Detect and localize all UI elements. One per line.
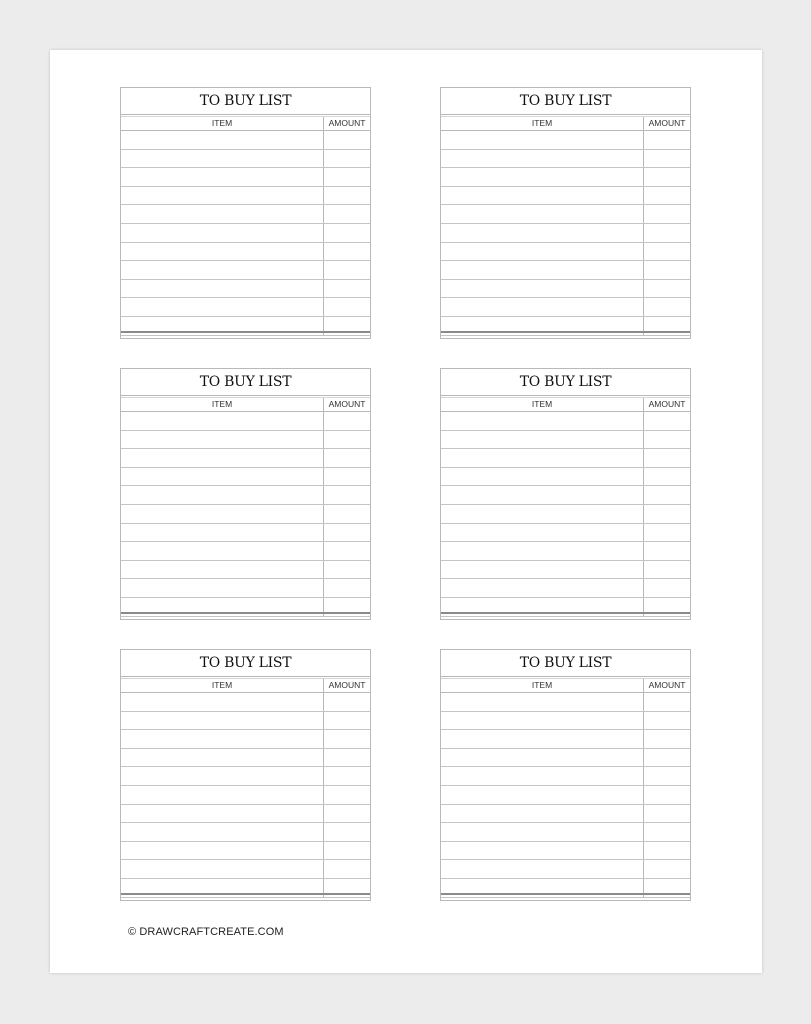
item-column-header: ITEM: [121, 679, 324, 692]
amount-column-header: AMOUNT: [328, 399, 366, 409]
list-row: [441, 730, 690, 749]
amount-cell[interactable]: [324, 786, 370, 804]
amount-cell[interactable]: [644, 542, 690, 560]
item-cell[interactable]: [441, 786, 644, 804]
list-row: [441, 767, 690, 786]
item-cell[interactable]: [441, 261, 644, 279]
amount-cell[interactable]: [644, 412, 690, 430]
item-cell[interactable]: [121, 431, 324, 449]
list-row: [121, 449, 370, 468]
list-row: [121, 805, 370, 824]
amount-column-header: AMOUNT: [648, 680, 686, 690]
list-row: [121, 712, 370, 731]
list-row: [121, 261, 370, 280]
list-row: [441, 505, 690, 524]
list-row: [441, 150, 690, 169]
list-row: [441, 712, 690, 731]
list-row: [121, 150, 370, 169]
amount-cell[interactable]: [644, 805, 690, 823]
item-cell[interactable]: [441, 579, 644, 597]
amount-column-header: AMOUNT: [648, 118, 686, 128]
list-row: [441, 786, 690, 805]
item-cell[interactable]: [441, 280, 644, 298]
item-column-header: ITEM: [441, 398, 644, 411]
item-cell[interactable]: [121, 860, 324, 878]
item-cell[interactable]: [121, 449, 324, 467]
amount-cell[interactable]: [324, 449, 370, 467]
amount-cell[interactable]: [644, 150, 690, 168]
to-buy-list-card: [440, 649, 691, 901]
amount-cell[interactable]: [644, 431, 690, 449]
printable-page: [50, 50, 762, 973]
column-header-row: [121, 678, 370, 693]
amount-cell[interactable]: [324, 842, 370, 860]
list-row: [441, 468, 690, 487]
card-title: TO BUY LIST: [441, 369, 690, 396]
item-cell[interactable]: [441, 224, 644, 242]
card-footer-rule: [441, 893, 690, 900]
card-title: TO BUY LIST: [441, 88, 690, 115]
list-row: [441, 298, 690, 317]
to-buy-list-card: [120, 87, 371, 339]
item-cell[interactable]: [121, 505, 324, 523]
list-row: [121, 243, 370, 262]
item-cell[interactable]: [121, 468, 324, 486]
item-column-header: ITEM: [441, 679, 644, 692]
item-cell[interactable]: [121, 712, 324, 730]
list-rows: [121, 131, 370, 336]
item-cell[interactable]: [441, 561, 644, 579]
amount-cell[interactable]: [644, 168, 690, 186]
amount-cell[interactable]: [644, 786, 690, 804]
item-cell[interactable]: [121, 298, 324, 316]
list-row: [441, 243, 690, 262]
item-cell[interactable]: [441, 187, 644, 205]
amount-cell[interactable]: [644, 486, 690, 504]
item-cell[interactable]: [121, 842, 324, 860]
item-cell[interactable]: [441, 168, 644, 186]
item-cell[interactable]: [121, 168, 324, 186]
item-cell[interactable]: [121, 187, 324, 205]
list-row: [121, 187, 370, 206]
list-row: [441, 749, 690, 768]
list-rows: [441, 131, 690, 336]
amount-cell[interactable]: [644, 131, 690, 149]
list-row: [441, 823, 690, 842]
card-footer-rule: [441, 612, 690, 619]
item-cell[interactable]: [441, 823, 644, 841]
item-cell[interactable]: [441, 298, 644, 316]
card-title: TO BUY LIST: [441, 650, 690, 677]
list-row: [121, 842, 370, 861]
amount-cell[interactable]: [644, 730, 690, 748]
item-cell[interactable]: [121, 486, 324, 504]
card-footer-rule: [121, 893, 370, 900]
list-row: [441, 693, 690, 712]
amount-cell[interactable]: [644, 261, 690, 279]
amount-cell[interactable]: [324, 261, 370, 279]
item-cell[interactable]: [441, 693, 644, 711]
amount-cell[interactable]: [324, 280, 370, 298]
list-row: [441, 561, 690, 580]
amount-cell[interactable]: [324, 224, 370, 242]
item-cell[interactable]: [441, 205, 644, 223]
item-cell[interactable]: [121, 205, 324, 223]
item-cell[interactable]: [121, 412, 324, 430]
amount-cell[interactable]: [324, 187, 370, 205]
item-cell[interactable]: [441, 524, 644, 542]
amount-cell[interactable]: [644, 187, 690, 205]
item-cell[interactable]: [121, 524, 324, 542]
list-row: [441, 131, 690, 150]
amount-cell[interactable]: [644, 280, 690, 298]
amount-cell[interactable]: [644, 468, 690, 486]
list-row: [441, 542, 690, 561]
item-cell[interactable]: [121, 823, 324, 841]
list-row: [121, 298, 370, 317]
amount-cell[interactable]: [324, 579, 370, 597]
card-title: TO BUY LIST: [121, 88, 370, 115]
list-row: [441, 805, 690, 824]
item-cell[interactable]: [121, 693, 324, 711]
list-row: [121, 693, 370, 712]
item-cell[interactable]: [441, 486, 644, 504]
list-row: [121, 168, 370, 187]
amount-cell[interactable]: [324, 205, 370, 223]
item-cell[interactable]: [121, 280, 324, 298]
list-row: [441, 579, 690, 598]
column-header-row: [441, 116, 690, 131]
amount-cell[interactable]: [324, 524, 370, 542]
list-row: [441, 261, 690, 280]
item-cell[interactable]: [441, 749, 644, 767]
amount-cell[interactable]: [324, 486, 370, 504]
item-cell[interactable]: [441, 468, 644, 486]
card-title: TO BUY LIST: [121, 369, 370, 396]
item-cell[interactable]: [441, 712, 644, 730]
item-cell[interactable]: [121, 579, 324, 597]
item-column-header: ITEM: [121, 398, 324, 411]
amount-cell[interactable]: [324, 749, 370, 767]
list-row: [121, 468, 370, 487]
to-buy-list-card: [440, 368, 691, 620]
item-cell[interactable]: [441, 767, 644, 785]
list-row: [441, 486, 690, 505]
list-row: [121, 860, 370, 879]
item-cell[interactable]: [121, 767, 324, 785]
list-row: [121, 749, 370, 768]
item-cell[interactable]: [121, 805, 324, 823]
list-row: [121, 767, 370, 786]
list-row: [441, 224, 690, 243]
item-cell[interactable]: [441, 412, 644, 430]
list-row: [121, 486, 370, 505]
card-footer-rule: [121, 331, 370, 338]
amount-cell[interactable]: [324, 693, 370, 711]
amount-cell[interactable]: [324, 131, 370, 149]
item-cell[interactable]: [441, 860, 644, 878]
list-row: [441, 280, 690, 299]
amount-cell[interactable]: [644, 749, 690, 767]
item-cell[interactable]: [441, 243, 644, 261]
item-cell[interactable]: [121, 150, 324, 168]
item-cell[interactable]: [441, 730, 644, 748]
list-row: [121, 280, 370, 299]
amount-cell[interactable]: [324, 150, 370, 168]
list-rows: [441, 412, 690, 617]
column-header-row: [121, 116, 370, 131]
card-footer-rule: [441, 331, 690, 338]
list-row: [121, 224, 370, 243]
amount-cell[interactable]: [324, 468, 370, 486]
amount-cell[interactable]: [644, 860, 690, 878]
item-cell[interactable]: [121, 131, 324, 149]
amount-cell[interactable]: [644, 243, 690, 261]
to-buy-list-card: [120, 649, 371, 901]
list-row: [441, 431, 690, 450]
amount-cell[interactable]: [644, 842, 690, 860]
list-row: [121, 730, 370, 749]
amount-cell[interactable]: [644, 767, 690, 785]
amount-cell[interactable]: [324, 767, 370, 785]
list-row: [441, 449, 690, 468]
item-cell[interactable]: [441, 449, 644, 467]
amount-column-header: AMOUNT: [328, 118, 366, 128]
list-rows: [441, 693, 690, 898]
item-cell[interactable]: [121, 261, 324, 279]
amount-cell[interactable]: [324, 168, 370, 186]
list-row: [121, 786, 370, 805]
amount-cell[interactable]: [644, 579, 690, 597]
amount-cell[interactable]: [324, 431, 370, 449]
list-row: [121, 823, 370, 842]
amount-cell[interactable]: [644, 224, 690, 242]
amount-cell[interactable]: [324, 805, 370, 823]
amount-column-header: AMOUNT: [648, 399, 686, 409]
item-cell[interactable]: [441, 842, 644, 860]
item-cell[interactable]: [121, 224, 324, 242]
amount-cell[interactable]: [644, 524, 690, 542]
amount-cell[interactable]: [324, 298, 370, 316]
list-row: [121, 205, 370, 224]
amount-cell[interactable]: [644, 823, 690, 841]
list-row: [441, 412, 690, 431]
list-row: [441, 168, 690, 187]
list-row: [121, 412, 370, 431]
amount-cell[interactable]: [324, 730, 370, 748]
item-cell[interactable]: [121, 786, 324, 804]
item-cell[interactable]: [121, 561, 324, 579]
item-cell[interactable]: [441, 150, 644, 168]
item-cell[interactable]: [441, 542, 644, 560]
list-row: [441, 842, 690, 861]
list-row: [121, 542, 370, 561]
item-column-header: ITEM: [121, 117, 324, 130]
amount-cell[interactable]: [324, 243, 370, 261]
amount-cell[interactable]: [324, 561, 370, 579]
to-buy-list-card: [440, 87, 691, 339]
list-row: [441, 860, 690, 879]
item-cell[interactable]: [121, 243, 324, 261]
list-row: [121, 579, 370, 598]
item-column-header: ITEM: [441, 117, 644, 130]
amount-cell[interactable]: [644, 561, 690, 579]
list-row: [121, 431, 370, 450]
column-header-row: [441, 397, 690, 412]
list-row: [441, 187, 690, 206]
list-row: [121, 131, 370, 150]
list-rows: [121, 693, 370, 898]
amount-column-header: AMOUNT: [328, 680, 366, 690]
column-header-row: [121, 397, 370, 412]
card-footer-rule: [121, 612, 370, 619]
list-row: [121, 524, 370, 543]
item-cell[interactable]: [121, 730, 324, 748]
item-cell[interactable]: [441, 431, 644, 449]
list-row: [441, 205, 690, 224]
amount-cell[interactable]: [644, 205, 690, 223]
amount-cell[interactable]: [324, 412, 370, 430]
amount-cell[interactable]: [324, 542, 370, 560]
amount-cell[interactable]: [644, 449, 690, 467]
list-rows: [121, 412, 370, 617]
item-cell[interactable]: [121, 749, 324, 767]
card-title: TO BUY LIST: [121, 650, 370, 677]
list-row: [121, 561, 370, 580]
amount-cell[interactable]: [324, 712, 370, 730]
item-cell[interactable]: [441, 505, 644, 523]
amount-cell[interactable]: [324, 505, 370, 523]
item-cell[interactable]: [441, 131, 644, 149]
amount-cell[interactable]: [324, 860, 370, 878]
item-cell[interactable]: [441, 805, 644, 823]
amount-cell[interactable]: [644, 693, 690, 711]
amount-cell[interactable]: [644, 505, 690, 523]
column-header-row: [441, 678, 690, 693]
item-cell[interactable]: [121, 542, 324, 560]
list-row: [121, 505, 370, 524]
amount-cell[interactable]: [644, 712, 690, 730]
amount-cell[interactable]: [324, 823, 370, 841]
amount-cell[interactable]: [644, 298, 690, 316]
to-buy-list-card: [120, 368, 371, 620]
copyright-text: © DRAWCRAFTCREATE.COM: [128, 926, 284, 938]
list-row: [441, 524, 690, 543]
